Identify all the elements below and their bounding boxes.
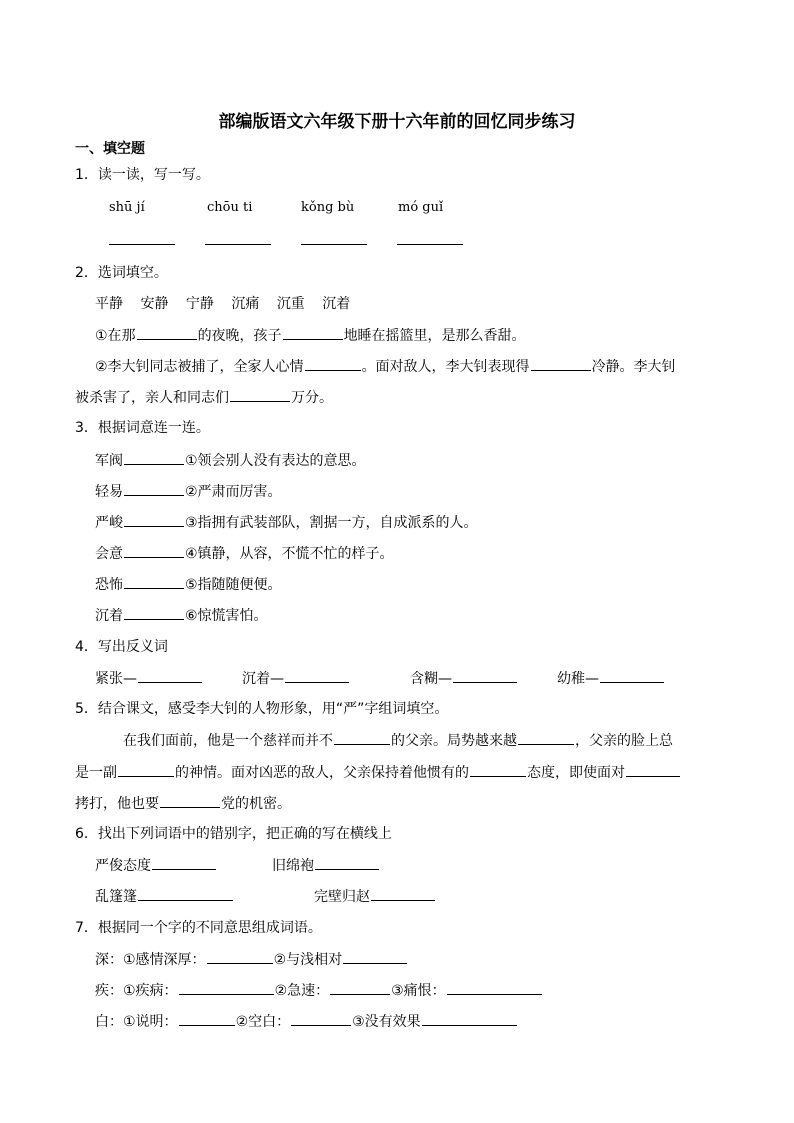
answer-blank[interactable] bbox=[447, 981, 542, 995]
typo-word: 严俊态度 bbox=[95, 858, 151, 874]
answer-blank[interactable] bbox=[422, 1012, 517, 1026]
text-segment: 被杀害了，亲人和同志们 bbox=[75, 390, 229, 406]
match-meaning: ⑥惊慌害怕。 bbox=[185, 608, 268, 624]
match-word: 会意 bbox=[95, 546, 123, 562]
word-bank-item: 宁静 bbox=[185, 296, 214, 312]
answer-blank[interactable] bbox=[330, 981, 390, 995]
matching-row bbox=[95, 482, 282, 501]
text-segment: ③没有效果 bbox=[352, 1014, 421, 1030]
match-meaning: ①领会别人没有表达的意思。 bbox=[185, 453, 366, 469]
answer-blank[interactable] bbox=[124, 513, 184, 527]
match-meaning: ⑤指随随便便。 bbox=[185, 577, 282, 593]
answer-blank[interactable] bbox=[291, 1012, 351, 1026]
text-segment: ②急速： bbox=[274, 983, 330, 999]
word-bank-item: 安静 bbox=[140, 296, 169, 312]
answer-blank[interactable] bbox=[124, 544, 184, 558]
answer-blank[interactable] bbox=[531, 357, 591, 371]
typo-item bbox=[95, 856, 217, 875]
text-segment: 的夜晚，孩子 bbox=[197, 328, 282, 344]
pinyin-2: chōu ti bbox=[207, 200, 253, 215]
antonym-item bbox=[95, 669, 203, 688]
antonym-item bbox=[557, 669, 665, 688]
answer-blank[interactable] bbox=[343, 950, 407, 964]
match-word: 轻易 bbox=[95, 484, 123, 500]
text-segment: 态度，即使面对 bbox=[527, 765, 625, 781]
text-segment: 疾：①疾病： bbox=[95, 983, 178, 999]
answer-blank[interactable] bbox=[600, 669, 664, 683]
text-segment: 地睡在摇篮里，是那么香甜。 bbox=[343, 328, 526, 344]
page-title: 部编版语文六年级下册十六年前的回忆同步练习 bbox=[218, 112, 576, 132]
word-bank-item: 沉重 bbox=[276, 296, 305, 312]
question-7-prompt: 7．根据同一个字的不同意思组成词语。 bbox=[75, 920, 322, 936]
text-segment: 。面对敌人，李大钊表现得 bbox=[361, 359, 530, 375]
antonym-item bbox=[242, 669, 350, 688]
match-word: 恐怖 bbox=[95, 577, 123, 593]
answer-blank[interactable] bbox=[118, 763, 174, 777]
text-segment: 万分。 bbox=[291, 390, 333, 406]
answer-blank[interactable] bbox=[138, 669, 202, 683]
section-heading: 一、填空题 bbox=[75, 141, 145, 157]
answer-blank[interactable] bbox=[315, 856, 379, 870]
typo-item bbox=[95, 887, 234, 906]
text-segment: 党的机密。 bbox=[221, 796, 291, 812]
question-7-row-1 bbox=[95, 950, 408, 969]
answer-blank[interactable] bbox=[179, 1012, 235, 1026]
matching-row bbox=[95, 451, 366, 470]
matching-row bbox=[95, 575, 282, 594]
answer-blank[interactable] bbox=[138, 887, 233, 901]
answer-blank[interactable] bbox=[397, 244, 463, 245]
text-segment: ，父亲的脸上总 bbox=[575, 733, 673, 749]
antonym-word: 含糊— bbox=[410, 671, 452, 687]
typo-item bbox=[272, 856, 380, 875]
answer-blank[interactable] bbox=[283, 326, 343, 340]
antonym-word: 幼稚— bbox=[557, 671, 599, 687]
question-6-prompt: 6．找出下列词语中的错别字，把正确的写在横线上 bbox=[75, 826, 392, 842]
answer-blank[interactable] bbox=[124, 606, 184, 620]
word-bank-item: 平静 bbox=[95, 296, 123, 312]
answer-blank[interactable] bbox=[301, 244, 367, 245]
question-5-line-1 bbox=[123, 731, 673, 750]
pinyin-1: shū jí bbox=[109, 200, 145, 215]
matching-row bbox=[95, 606, 268, 625]
answer-blank[interactable] bbox=[109, 244, 175, 245]
question-7-row-2 bbox=[95, 981, 543, 1000]
answer-blank[interactable] bbox=[160, 794, 220, 808]
text-segment: 拷打，他也要 bbox=[75, 796, 159, 812]
text-segment: ②与浅相对 bbox=[273, 952, 343, 968]
text-segment: ①在那 bbox=[95, 328, 136, 344]
answer-blank[interactable] bbox=[285, 669, 349, 683]
question-5-line-2 bbox=[75, 763, 681, 782]
text-segment: ②李大钊同志被捕了，全家人心情 bbox=[95, 359, 304, 375]
answer-blank[interactable] bbox=[137, 326, 197, 340]
match-word: 沉着 bbox=[95, 608, 123, 624]
text-segment: 是一副 bbox=[75, 765, 117, 781]
answer-blank[interactable] bbox=[371, 887, 435, 901]
question-4-prompt: 4．写出反义词 bbox=[75, 639, 168, 655]
match-meaning: ④镇静，从容，不慌不忙的样子。 bbox=[185, 546, 394, 562]
text-segment: 白：①说明： bbox=[95, 1014, 178, 1030]
answer-blank[interactable] bbox=[518, 731, 574, 745]
answer-blank[interactable] bbox=[124, 482, 184, 496]
matching-row bbox=[95, 513, 478, 532]
answer-blank[interactable] bbox=[626, 763, 680, 777]
question-2-line-3 bbox=[75, 388, 333, 407]
match-meaning: ③指拥有武装部队，割据一方，自成派系的人。 bbox=[185, 515, 478, 531]
answer-blank[interactable] bbox=[205, 244, 271, 245]
answer-blank[interactable] bbox=[470, 763, 526, 777]
word-bank-item: 沉痛 bbox=[231, 296, 260, 312]
question-3-prompt: 3．根据词意连一连。 bbox=[75, 420, 210, 436]
pinyin-3: kǒng bù bbox=[301, 200, 355, 215]
antonym-word: 沉着— bbox=[242, 671, 284, 687]
question-5-line-3 bbox=[75, 794, 291, 813]
match-word: 军阀 bbox=[95, 453, 123, 469]
answer-blank[interactable] bbox=[230, 388, 290, 402]
text-segment: ②空白： bbox=[235, 1014, 291, 1030]
answer-blank[interactable] bbox=[305, 357, 361, 371]
answer-blank[interactable] bbox=[334, 731, 390, 745]
answer-blank[interactable] bbox=[152, 856, 216, 870]
answer-blank[interactable] bbox=[179, 981, 274, 995]
typo-item bbox=[314, 887, 436, 906]
question-7-row-3 bbox=[95, 1012, 518, 1031]
answer-blank[interactable] bbox=[124, 451, 184, 465]
text-segment: ③痛恨： bbox=[391, 983, 446, 999]
question-2-prompt: 2．选词填空。 bbox=[75, 265, 168, 281]
antonym-item bbox=[410, 669, 518, 688]
word-bank bbox=[95, 295, 350, 313]
text-segment: 的神情。面对凶恶的敌人，父亲保持着他惯有的 bbox=[175, 765, 469, 781]
question-1-prompt: 1．读一读，写一写。 bbox=[75, 167, 210, 183]
typo-word: 乱篷篷 bbox=[95, 889, 137, 905]
answer-blank[interactable] bbox=[124, 575, 184, 589]
typo-word: 旧绵袍 bbox=[272, 858, 314, 874]
answer-blank[interactable] bbox=[207, 950, 273, 964]
match-word: 严峻 bbox=[95, 515, 123, 531]
word-bank-item: 沉着 bbox=[322, 296, 351, 312]
text-segment: 深：①感情深厚： bbox=[95, 952, 206, 968]
typo-word: 完壁归赵 bbox=[314, 889, 370, 905]
answer-blank[interactable] bbox=[453, 669, 517, 683]
text-segment: 冷静。李大钊 bbox=[591, 359, 676, 375]
question-2-line-2 bbox=[95, 357, 676, 376]
text-segment: 在我们面前，他是一个慈祥而并不 bbox=[123, 733, 333, 749]
pinyin-4: mó guǐ bbox=[398, 200, 444, 215]
question-2-line-1 bbox=[95, 326, 526, 345]
text-segment: 的父亲。局势越来越 bbox=[391, 733, 517, 749]
antonym-word: 紧张— bbox=[95, 671, 137, 687]
match-meaning: ②严肃而厉害。 bbox=[185, 484, 282, 500]
question-5-prompt: 5．结合课文，感受李大钊的人物形象，用“严”字组词填空。 bbox=[75, 701, 449, 717]
matching-row bbox=[95, 544, 394, 563]
